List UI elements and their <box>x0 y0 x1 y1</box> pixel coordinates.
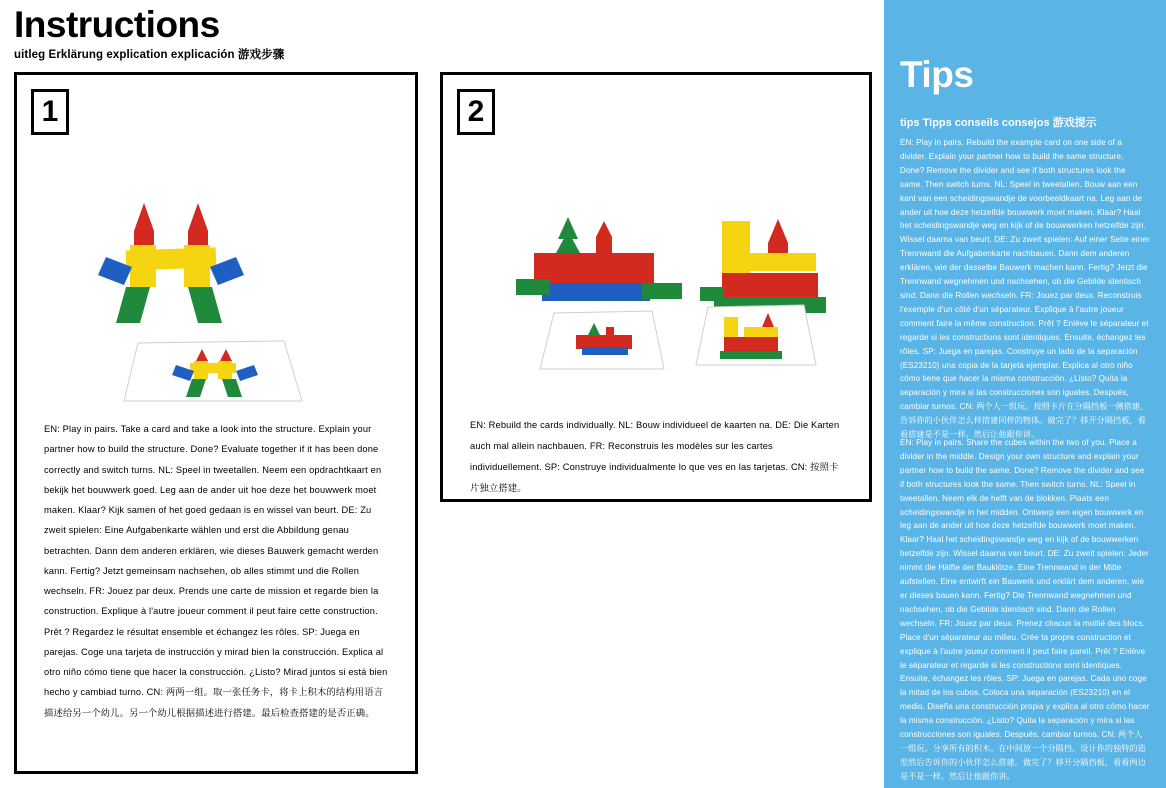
tips-paragraph-1: EN: Play in pairs. Rebuild the example card on one side of a divider. Explain your partner how to build the same structure. Done? Remove the divider and see if both structures look the same. Then switch turns. NL: Speel in tweetallen. Bouw aan een kant van een scheidingswandje de voorbeeldkaart na. Leg aan de ander uit hoe deze hetzelfde bouwwerk moet maken. Klaar? Haal het scheidingswandje weg en kijk of de bouwwerken hetzelfde zijn. Wissel daarna van beurt. DE: Zu zweit spielen: Auf einer Seite einer Trennwand die Aufgabenkarte nachbauen. Dann dem anderen erklären, wie der dasselbe Bauwerk machen kann. Fertig? Jetzt die Trennwand wegnehmen und nachsehen, ob die Gebilde identisch sind. Dann die Rollen wechseln. FR: Jouez par deux. Reconstruis l'exemple d'un côté d'un séparateur. Explique à l'autre joueur comment faire la même construction. Prêt ? Enlève le séparateur et regarde si les constructions sont identiques. Ensuite, échangez les rôles. SP: Juega en parejas. Construye un lado de la separación (ES23210) una copia de la tarjeta ejemplar. Explica al otro niño cómo tiene que hacer la misma construcción. ¿Listo? Quita la separación y mira si las construcciones son iguales. Después, cambiar turnos. CN: 两个人一组玩。按照卡片在分隔挡板一侧搭建。告诉你的小伙伴怎么样搭建同样的物体。做完了？移开分隔挡板，看看搭建是不是一样。然后让他跟你讲。 <box>900 138 1152 440</box>
instruction-panel-2 <box>440 72 872 502</box>
page-title-block <box>14 6 554 62</box>
tips-column <box>884 0 1166 788</box>
illustration-step-1 <box>17 183 415 408</box>
page-subtitle: uitleg Erklärung explication explicación 游戏步骤 <box>14 49 285 61</box>
step-number-badge-1: 1 <box>31 89 69 135</box>
tips-subtitle: tips Tipps conseils consejos 游戏提示 <box>900 117 1097 129</box>
tips-paragraph-2: EN: Play in pairs. Share the cubes within the two of you. Place a divider in the middle. Design your own structure and explain your partner how to build the same. Done? Remove the divider and see if both structures look the same. Then switch turns. NL: Speel in tweetallen. Neem elk de helft van de blokken. Plaats een scheidingswandje in het midden. Ontwerp een eigen bouwwerk en leg aan de ander uit hoe deze hetzelfde bouwwerk moet maken. Klaar? Haal het scheidingswandje weg en kijk of de bouwwerken hetzelfde zijn. Wissel daarna van beurt. DE: Zu zweit spielen: Jeder nimmt die Hälfte der Bauklötze. Eine Trennwand in der Mitte aufstellen. Eine entwirft ein Bauwerk und erklärt dem anderen, wie er dieses bauen kann. Fertig? Die Trennwand wegnehmen und nachsehen, ob die Gebilde identisch sind. Dann die Rollen wechseln. FR: Jouez par deux. Prenez chacun la moitié des blocs. Place d'un séparateur au milieu. Crée ta propre construction et explique à l'autre joueur comment il peut faire pareil. Prêt ? Enlève le séparateur et regarde si les constructions sont identiques. Ensuite, échangez les rôles. SP: Juega en parejas. Cada uno coge la mitad de los cubos. Coloca una separación (ES23210) en el medio. Diseña una construcción propia y explica al otro cómo hacer la misma construcción. ¿Listo? Quita la separación y mira si las construcciones son iguales. Después, cambiar turnos. CN: 两个人一组玩。分享所有的积木。在中间放一个分隔挡。设计你的独特的造型然后告诉你的小伙伴怎么搭建。做完了？移开分隔挡板，看看两边是不是一样。然后让他跟你讲。 <box>900 438 1152 781</box>
step-number-badge-2: 2 <box>457 89 495 135</box>
page-title: Instructions <box>14 4 220 45</box>
instruction-text-1: EN: Play in pairs. Take a card and take a look into the structure. Explain your partner how to build the structure. Done? Evaluate together if it has been done correctly and switch turns. NL: Speel in tweetallen. Neem een opdrachtkaart en bekijk het bouwwerk goed. Leg aan de ander uit hoe deze het bouwwerk moet maken. Klaar? Kijk samen of het goed gedaan is en wissel van beurt. DE: Zu zweit spielen: Eine Aufgabenkarte wählen und erst die Abbildung genau betrachten. Dann dem anderen erklären, wie dieses Bauwerk gemacht werden kann. Fertig? Jetzt gemeinsam nachsehen, ob alles stimmt und die Rollen wechseln. FR: Jouez par deux. Prends une carte de mission et regarde bien la construction. Explique à l'autre joueur comment il peut faire cette construction. Prêt ? Regardez le résultat ensemble et échangez les rôles. SP: Juega en parejas. Coge una tarjeta de instrucción y mirad bien la construcción. Explica al otro niño cómo tiene que hacer la construcción. ¿Listo? Mirad juntos si está bien hecho y cambiad turno. CN: 两两一组。取一张任务卡，将卡上积木的结构用语言描述给另一个幼儿。另一个幼儿根据描述进行搭建。最后检查搭建的是否正确。 <box>44 424 391 718</box>
instruction-panel-1 <box>14 72 418 774</box>
blocks-illustration-2 <box>456 187 856 392</box>
illustration-step-2 <box>443 187 869 392</box>
instruction-text-2: EN: Rebuild the cards individually. NL: Bouw individueel de kaarten na. DE: Die Karten auch mal allein nachbauen. FR: Reconstruis les modèles sur les cartes individuellement. SP: Construye individualmente lo que ves en las tarjetas. CN: 按照卡片独立搭建。 <box>470 420 843 493</box>
blocks-illustration-1 <box>66 183 366 408</box>
tips-title: Tips <box>900 54 974 95</box>
